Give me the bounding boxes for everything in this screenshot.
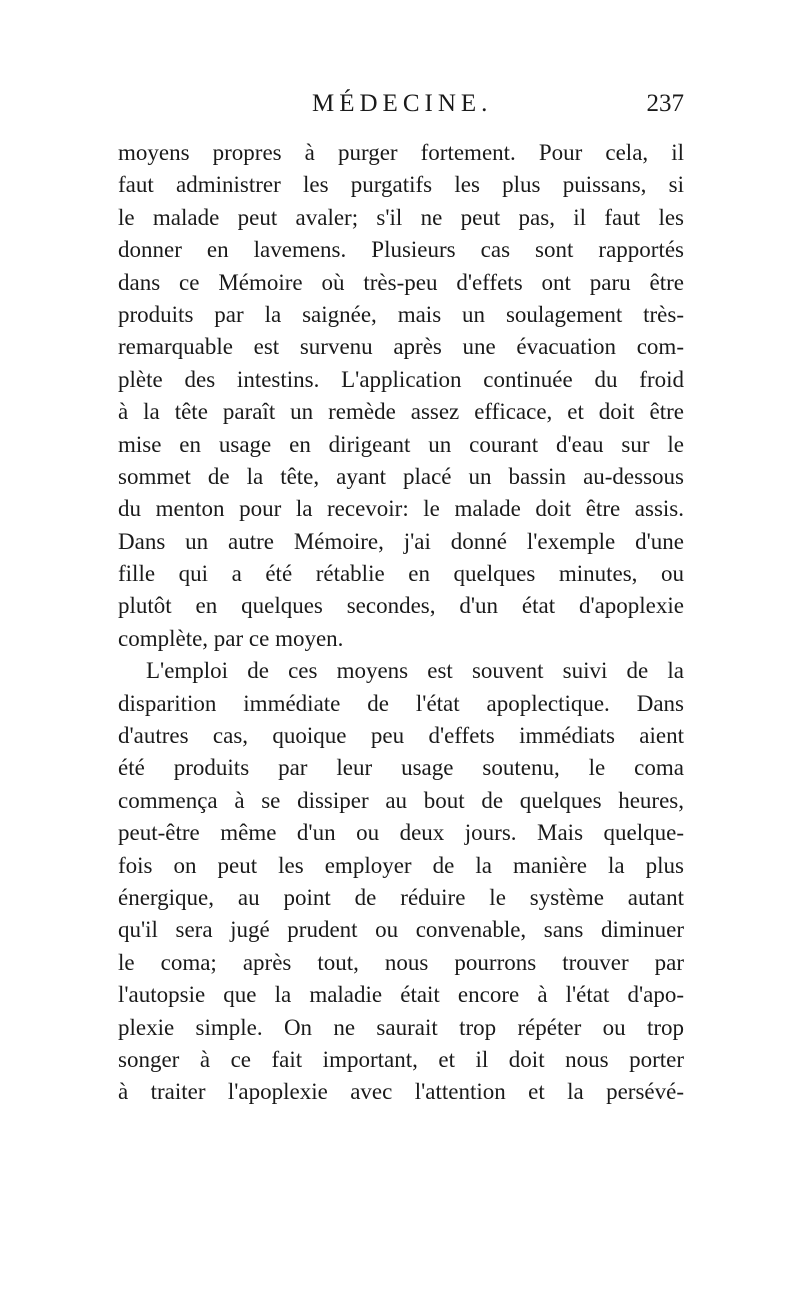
- text-line: remarquable est survenu après une évacuation com-: [118, 334, 684, 360]
- text-line: du menton pour la recevoir: le malade doit être assis.: [118, 496, 684, 522]
- text-line: le malade peut avaler; s'il ne peut pas, il faut les: [118, 204, 684, 230]
- text-line: donner en lavemens. Plusieurs cas sont rapportés: [118, 237, 684, 263]
- text-line: complète, par ce moyen.: [118, 625, 344, 651]
- text-line: fille qui a été rétablie en quelques minutes, ou: [118, 561, 684, 587]
- text-line: été produits par leur usage soutenu, le coma: [118, 755, 684, 781]
- text-line: plutôt en quelques secondes, d'un état d'apoplexie: [118, 593, 684, 619]
- text-line: d'autres cas, quoique peu d'effets immédiats aient: [118, 723, 684, 749]
- text-body: [118, 137, 684, 1109]
- text-line: à traiter l'apoplexie avec l'attention et la persévé-: [118, 1079, 684, 1105]
- text-line: Dans un autre Mémoire, j'ai donné l'exemple d'une: [118, 528, 684, 554]
- text-line: l'autopsie que la maladie était encore à l'état d'apo-: [118, 982, 684, 1008]
- paragraph-1: [118, 137, 684, 655]
- text-line: disparition immédiate de l'état apoplectique. Dans: [118, 690, 684, 716]
- text-line: plexie simple. On ne saurait trop répéter ou trop: [118, 1014, 684, 1040]
- running-title: MÉDECINE.: [312, 90, 493, 117]
- text-line: dans ce Mémoire où très-peu d'effets ont paru être: [118, 269, 684, 295]
- text-line: produits par la saignée, mais un soulagement très-: [118, 301, 684, 327]
- text-line: commença à se dissiper au bout de quelques heures,: [118, 787, 684, 813]
- text-line: L'emploi de ces moyens est souvent suivi de la: [146, 658, 684, 684]
- running-head: [118, 90, 684, 124]
- text-line: faut administrer les purgatifs les plus puissans, si: [118, 172, 684, 198]
- text-line: plète des intestins. L'application continuée du froid: [118, 366, 684, 392]
- text-line: qu'il sera jugé prudent ou convenable, sans diminuer: [118, 917, 684, 943]
- page-number: 237: [646, 90, 684, 117]
- paragraph-2: [118, 655, 684, 1108]
- text-line: songer à ce fait important, et il doit nous porter: [118, 1046, 684, 1072]
- text-line: moyens propres à purger fortement. Pour cela, il: [118, 140, 684, 165]
- text-line: peut-être même d'un ou deux jours. Mais quelque-: [118, 820, 684, 846]
- text-line: le coma; après tout, nous pourrons trouver par: [118, 949, 684, 975]
- text-line: énergique, au point de réduire le système autant: [118, 884, 684, 910]
- text-line: à la tête paraît un remède assez efficace, et doit être: [118, 399, 684, 425]
- text-line: sommet de la tête, ayant placé un bassin au-dessous: [118, 463, 684, 489]
- text-line: fois on peut les employer de la manière la plus: [118, 852, 684, 878]
- text-line: mise en usage en dirigeant un courant d'eau sur le: [118, 431, 684, 457]
